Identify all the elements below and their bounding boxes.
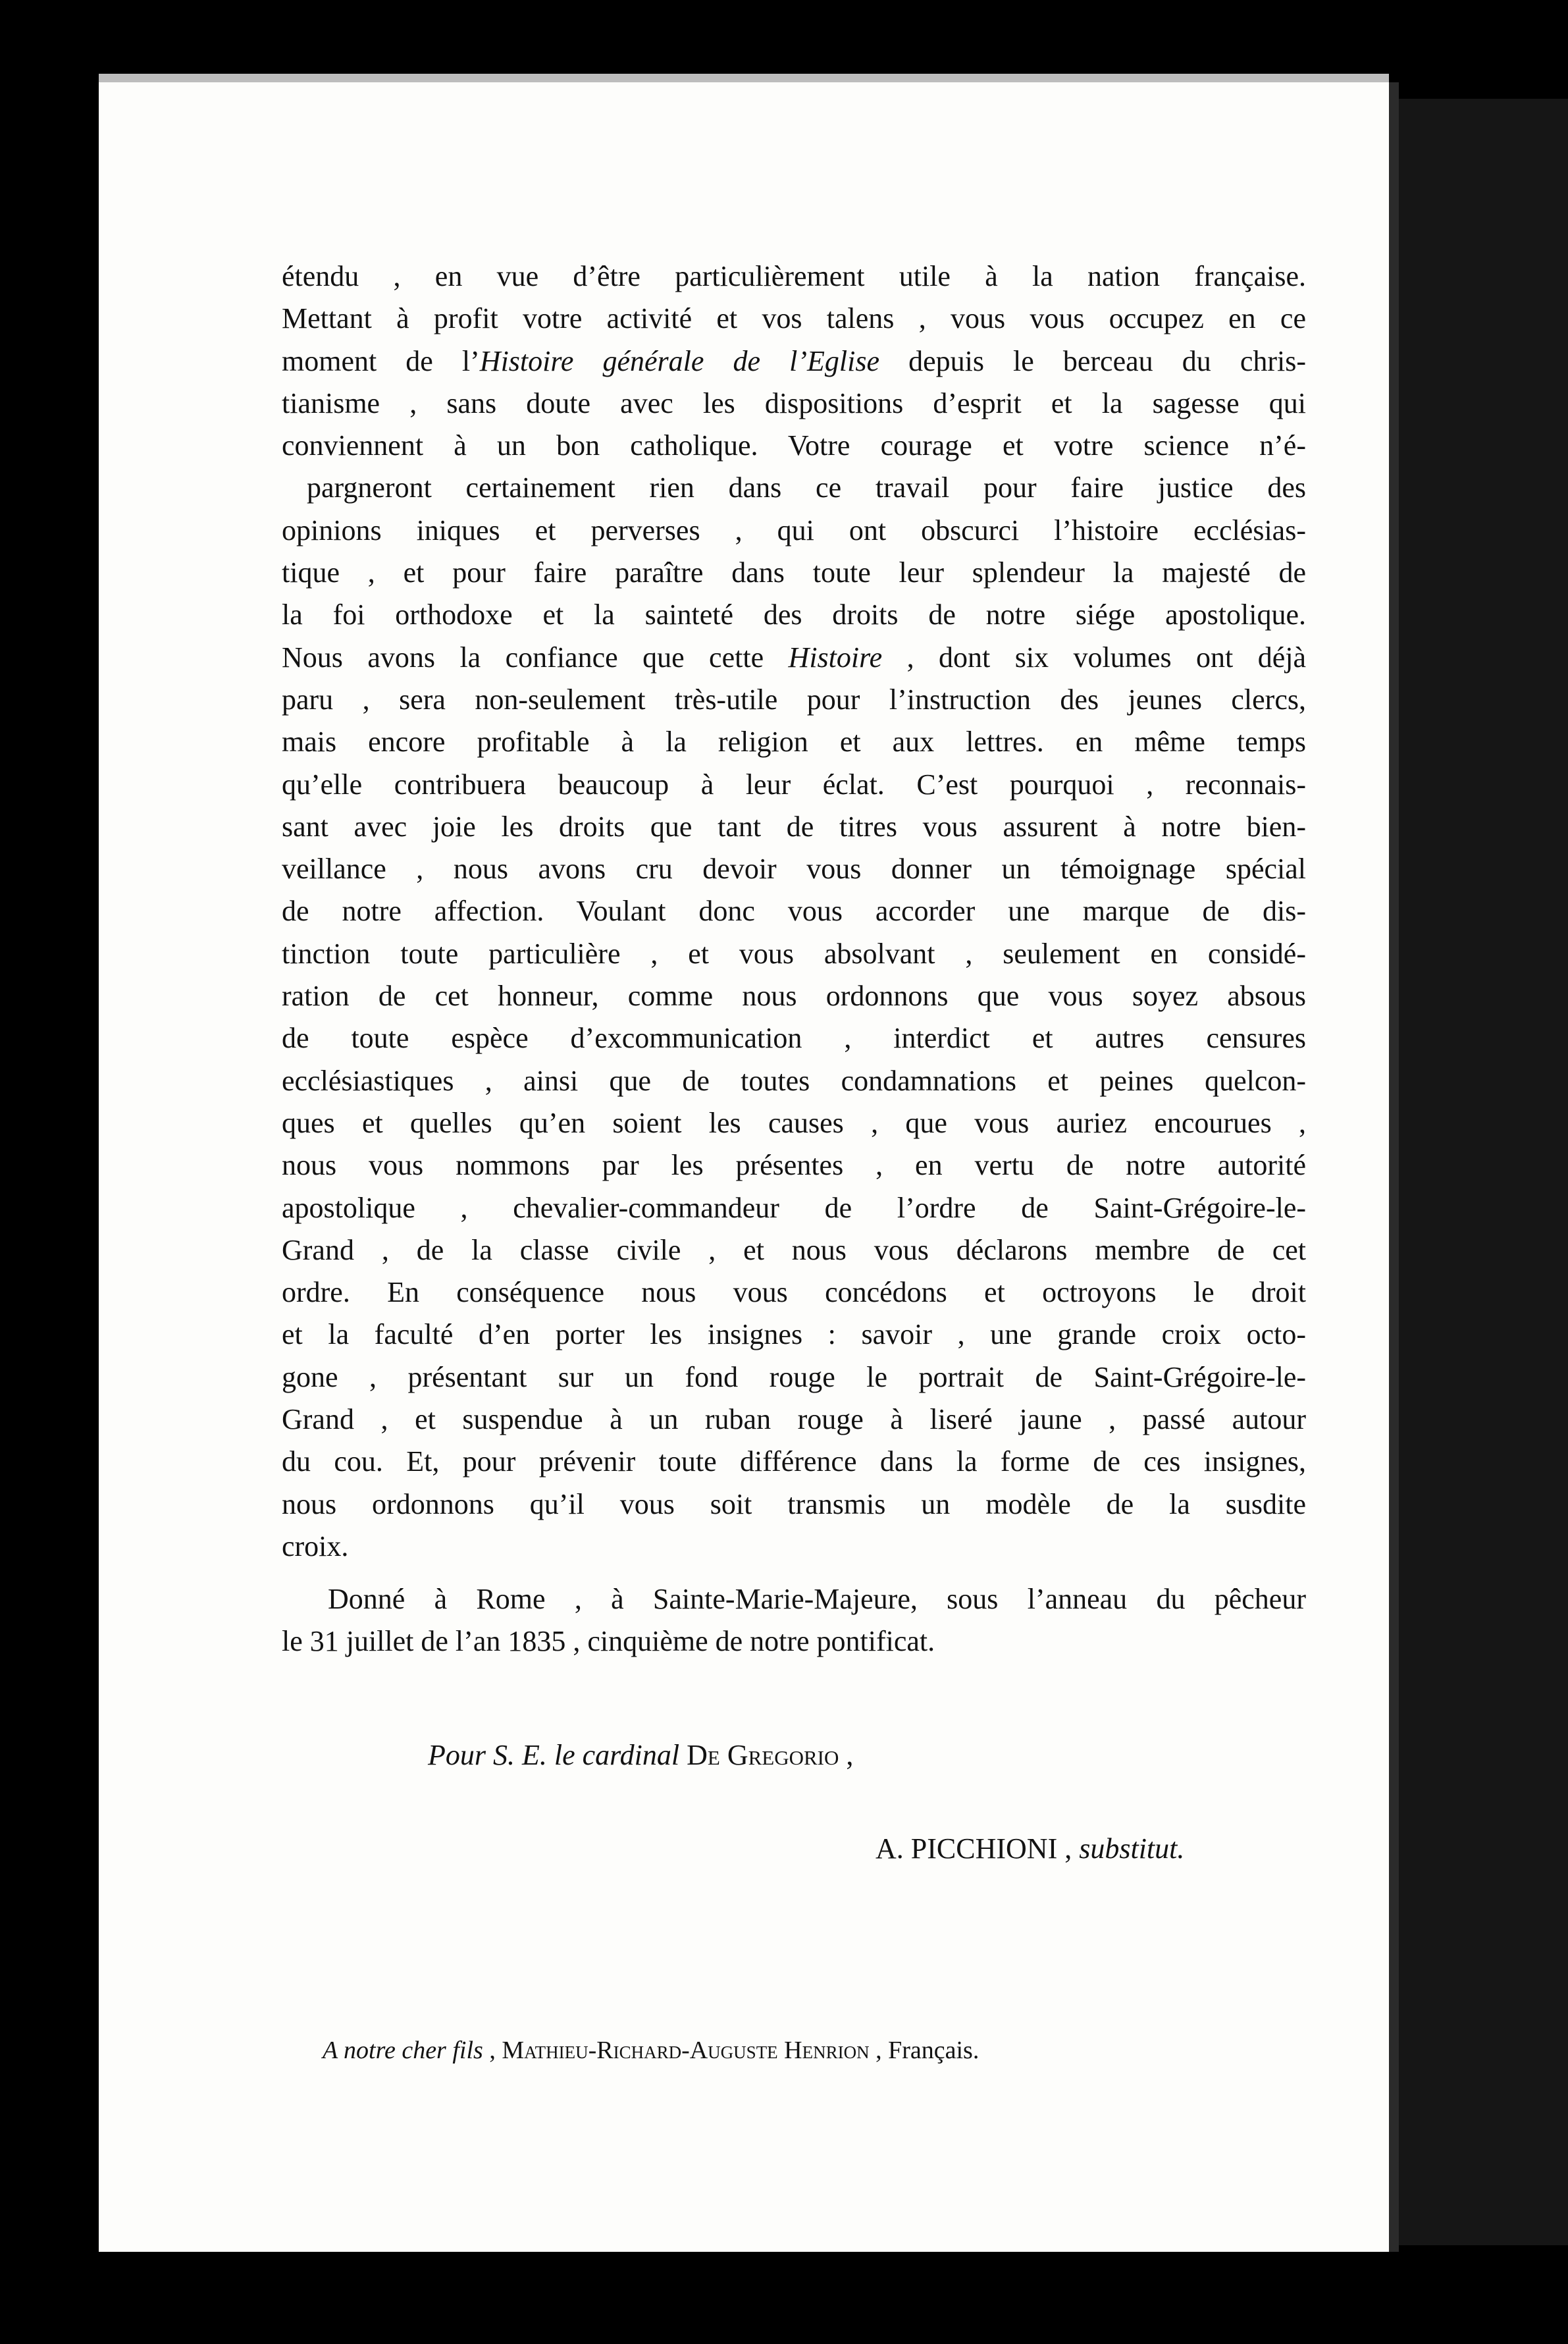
text-line: apostolique , chevalier-commandeur de l’ordre de Saint-Grégoire-le-: [282, 1191, 1306, 1224]
addressee-nationality: , Français.: [869, 2037, 980, 2064]
text-line: de toute espèce d’excommunication , interdict et autres censures: [282, 1022, 1306, 1055]
text-line: et la faculté d’en porter les insignes : savoir , une grande croix octo-: [282, 1318, 1306, 1351]
signature-separator: ,: [1057, 1832, 1080, 1865]
text-line: Grand , de la classe civile , et nous vous déclarons membre de cet: [282, 1233, 1306, 1266]
text-line: de notre affection. Voulant donc vous accorder une marque de dis-: [282, 895, 1306, 928]
address-salutation: A notre cher fils: [323, 2037, 483, 2064]
page-top-edge: [99, 74, 1389, 83]
letter-body: [282, 255, 1306, 1568]
text-line: tique , et pour faire paraître dans toute leur splendeur la majesté de: [282, 556, 1306, 589]
text-run: Nous avons la confiance que cette: [282, 641, 789, 674]
cardinal-signature: [428, 1738, 853, 1772]
text-line: conviennent à un bon catholique. Votre courage et votre science n’é-: [282, 429, 1306, 462]
signature-preface: Pour S. E. le cardinal: [428, 1739, 680, 1771]
text-line: Donné à Rome , à Sainte-Marie-Majeure, sous l’anneau du pêcheur: [328, 1583, 1306, 1615]
text-line: la foi orthodoxe et la sainteté des droits de notre siége apostolique.: [282, 599, 1306, 631]
italic-title: Histoire: [788, 641, 883, 674]
text-line: Mettant à profit votre activité et vos talens , vous vous occupez en ce: [282, 302, 1306, 335]
text-line: gone , présentant sur un fond rouge le portrait de Saint-Grégoire-le-: [282, 1360, 1306, 1393]
text-line: ecclésiastiques , ainsi que de toutes condamnations et peines quelcon-: [282, 1064, 1306, 1097]
signature-comma: ,: [839, 1739, 854, 1771]
text-line: étendu , en vue d’être particulièrement utile à la nation française.: [282, 260, 1306, 292]
text-line: nous ordonnons qu’il vous soit transmis un modèle de la susdite: [282, 1487, 1306, 1520]
text-line: opinions iniques et perverses , qui ont obscurci l’histoire ecclésias-: [282, 514, 1306, 546]
address-separator: ,: [483, 2037, 502, 2064]
addressee-line: [323, 2036, 979, 2065]
substitute-signature: [875, 1832, 1184, 1865]
text-line: du cou. Et, pour prévenir toute différence dans la forme de ces insignes,: [282, 1445, 1306, 1478]
text-line: Grand , et suspendue à un ruban rouge à liseré jaune , passé autour: [282, 1403, 1306, 1436]
substitute-title: substitut.: [1079, 1832, 1185, 1865]
text-line: [282, 637, 1306, 679]
dating-clause: [282, 1578, 1306, 1663]
addressee-name: Mathieu-Richard-Auguste Henrion: [502, 2037, 870, 2064]
text-line: sant avec joie les droits que tant de titres vous assurent à notre bien-: [282, 810, 1306, 843]
text-line: ques et quelles qu’en soient les causes , que vous auriez encourues ,: [282, 1106, 1306, 1139]
text-line: croix.: [282, 1530, 349, 1562]
text-run: moment de l’: [282, 344, 480, 377]
cardinal-name: De Gregorio: [687, 1739, 839, 1771]
text-line: [282, 340, 1306, 383]
text-line: veillance , nous avons cru devoir vous donner un témoignage spécial: [282, 853, 1306, 886]
text-run: , dont six volumes ont déjà: [882, 641, 1306, 674]
text-line: ordre. En conséquence nous vous concédons et octroyons le droit: [282, 1276, 1306, 1309]
text-line: tianisme , sans doute avec les dispositions d’esprit et la sagesse qui: [282, 386, 1306, 419]
page-fold: [1389, 82, 1399, 2252]
text-line: tinction toute particulière , et vous absolvant , seulement en considé-: [282, 937, 1306, 970]
text-line: pargneront certainement rien dans ce travail pour faire justice des: [307, 471, 1306, 504]
text-line: mais encore profitable à la religion et aux lettres. en même temps: [282, 726, 1306, 759]
text-line: qu’elle contribuera beaucoup à leur éclat. C’est pourquoi , reconnais-: [282, 768, 1306, 801]
text-line: ration de cet honneur, comme nous ordonnons que vous soyez absous: [282, 980, 1306, 1013]
italic-title: Histoire générale de l’Eglise: [479, 344, 879, 377]
text-line: paru , sera non-seulement très-utile pour l’instruction des jeunes clercs,: [282, 683, 1306, 716]
text-line: le 31 juillet de l’an 1835 , cinquième de notre pontificat.: [282, 1625, 935, 1658]
text-run: depuis le berceau du chris-: [879, 344, 1307, 377]
text-line: nous vous nommons par les présentes , en vertu de notre autorité: [282, 1149, 1306, 1182]
adjacent-page-edge: [1399, 99, 1568, 2245]
substitute-name: A. PICCHIONI: [875, 1832, 1058, 1865]
